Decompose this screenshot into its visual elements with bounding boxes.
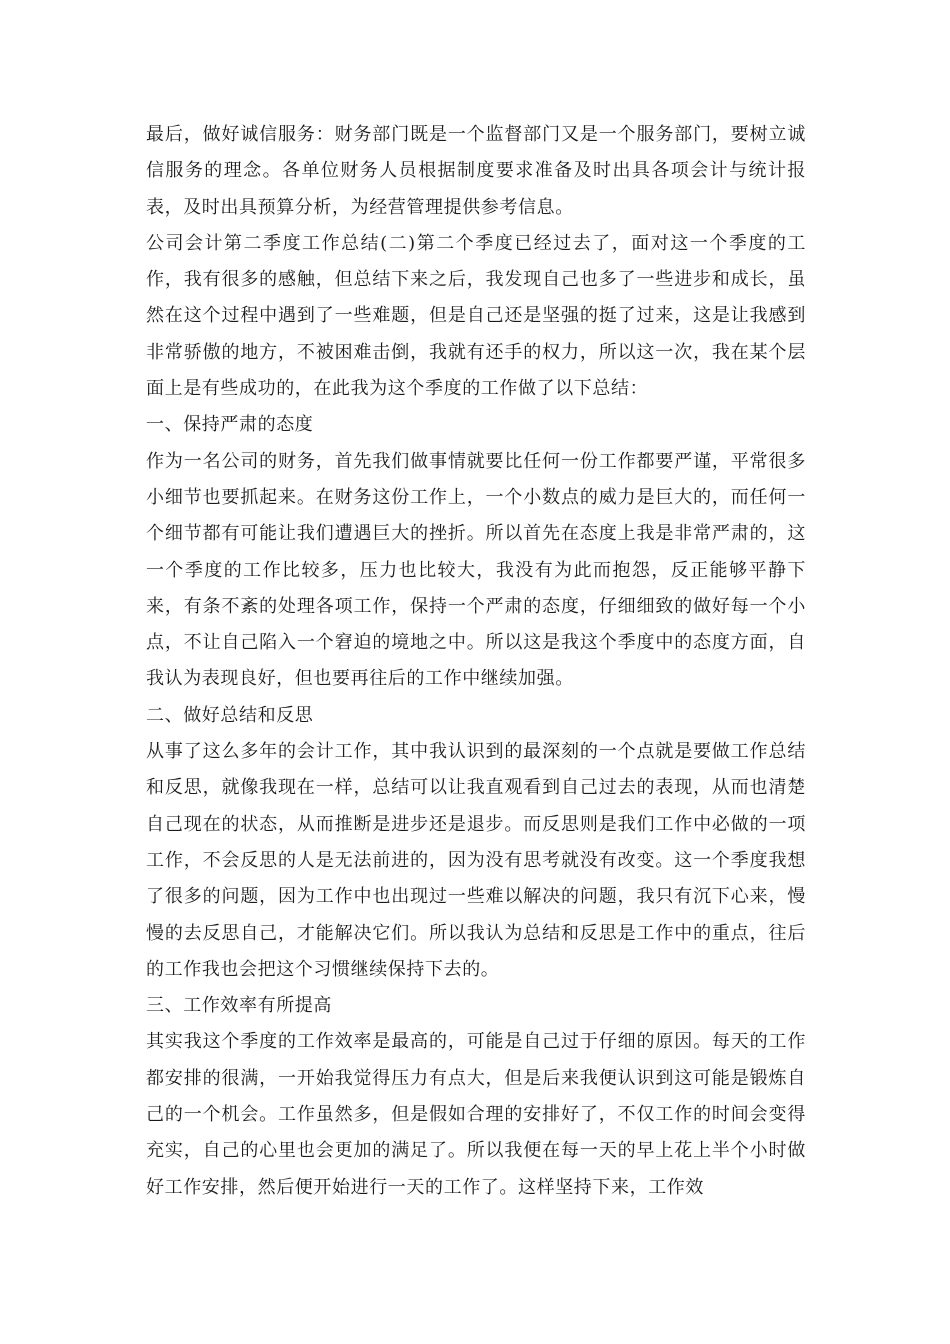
paragraph-section-1: 作为一名公司的财务，首先我们做事情就要比任何一份工作都要严谨，平常很多小细节也要抓起来。在财务这份工作上，一个小数点的威力是巨大的，而任何一个细节都有可能让我们遭遇巨大的挫折。所以首先在态度上我是非常严肃的，这一个季度的工作比较多，压力也比较大，我没有为此而抱怨，反正能够平静下来，有条不紊的处理各项工作，保持一个严肃的态度，仔细细致的做好每一个小点，不让自己陷入一个窘迫的境地之中。所以这是我这个季度中的态度方面，自我认为表现良好，但也要再往后的工作中继续加强。	[146, 450, 806, 690]
paragraph-section-2: 从事了这么多年的会计工作，其中我认识到的最深刻的一个点就是要做工作总结和反思，就像我现在一样，总结可以让我直观看到自己过去的表现，从而也清楚自己现在的状态，从而推断是进步还是退步。而反思则是我们工作中必做的一项工作，不会反思的人是无法前进的，因为没有思考就没有改变。这一个季度我想了很多的问题，因为工作中也出现过一些难以解决的问题，我只有沉下心来，慢慢的去反思自己，才能解决它们。所以我认为总结和反思是工作中的重点，往后的工作我也会把这个习惯继续保持下去的。	[146, 741, 806, 980]
paragraph-closing-integrity: 最后，做好诚信服务：财务部门既是一个监督部门又是一个服务部门，要树立诚信服务的理念。各单位财务人员根据制度要求准备及时出具各项会计与统计报表，及时出具预算分析，为经营管理提供参考信息。	[146, 124, 806, 218]
document-body	[146, 117, 806, 1206]
section-heading-3: 三、工作效率有所提高	[146, 995, 332, 1017]
section-heading-2: 二、做好总结和反思	[146, 704, 314, 726]
paragraph-section-3: 其实我这个季度的工作效率是最高的，可能是自己过于仔细的原因。每天的工作都安排的很满，一开始我觉得压力有点大，但是后来我便认识到这可能是锻炼自己的一个机会。工作虽然多，但是假如合理的安排好了，不仅工作的时间会变得充实，自己的心里也会更加的满足了。所以我便在每一天的早上花上半个小时做好工作安排，然后便开始进行一天的工作了。这样坚持下来，工作效	[146, 1031, 806, 1198]
section-heading-1: 一、保持严肃的态度	[146, 414, 314, 436]
paragraph-intro-summary: 公司会计第二季度工作总结(二)第二个季度已经过去了，面对这一个季度的工作，我有很多的感触，但总结下来之后，我发现自己也多了一些进步和成长，虽然在这个过程中遇到了一些难题，但是自己还是坚强的挺了过来，这是让我感到非常骄傲的地方，不被困难击倒，我就有还手的权力，所以这一次，我在某个层面上是有些成功的，在此我为这个季度的工作做了以下总结：	[146, 232, 806, 400]
